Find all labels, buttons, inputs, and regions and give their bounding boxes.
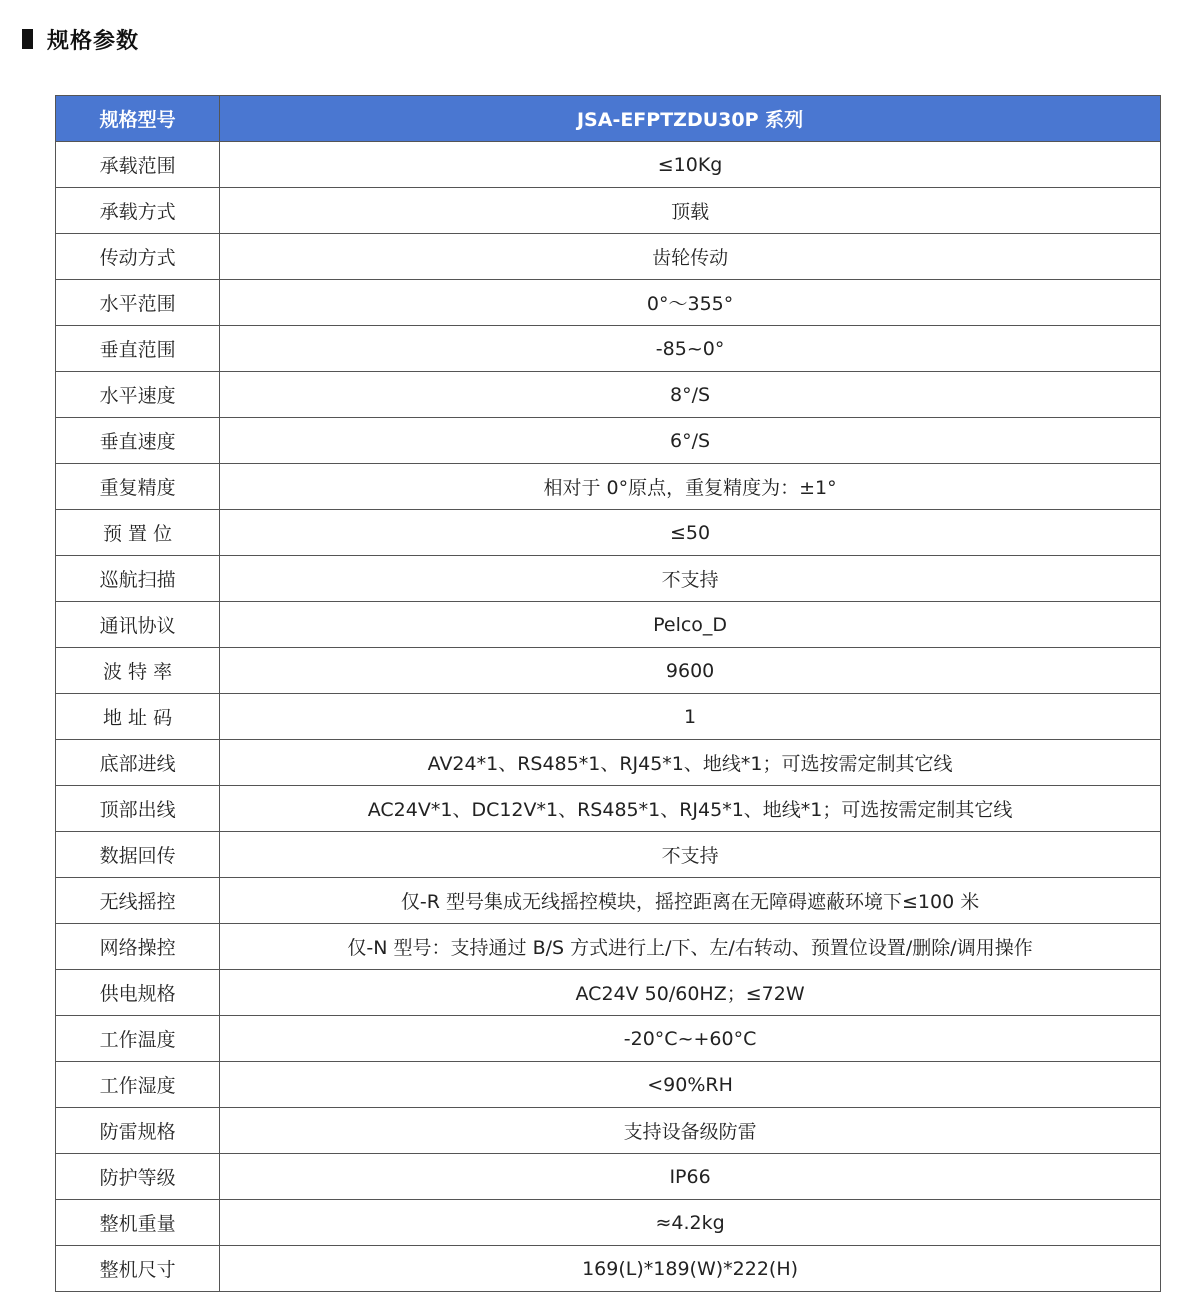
row-label: 巡航扫描 (56, 556, 220, 602)
table-row (56, 142, 1161, 188)
table-row (56, 740, 1161, 786)
row-label: 传动方式 (56, 234, 220, 280)
table-row (56, 556, 1161, 602)
row-label: 水平范围 (56, 280, 220, 326)
row-value: 169(L)*189(W)*222(H) (220, 1246, 1161, 1292)
row-value: ≈4.2kg (220, 1200, 1161, 1246)
table-row (56, 510, 1161, 556)
table-row (56, 648, 1161, 694)
row-label: 整机尺寸 (56, 1246, 220, 1292)
table-row (56, 694, 1161, 740)
row-label: 网络操控 (56, 924, 220, 970)
table-row (56, 924, 1161, 970)
row-label: 垂直范围 (56, 326, 220, 372)
table-row (56, 188, 1161, 234)
row-value: 不支持 (220, 556, 1161, 602)
row-label: 数据回传 (56, 832, 220, 878)
row-label: 防雷规格 (56, 1108, 220, 1154)
row-value: 仅-R 型号集成无线摇控模块，摇控距离在无障碍遮蔽环境下≤100 米 (220, 878, 1161, 924)
row-label: 承载范围 (56, 142, 220, 188)
section-header (22, 22, 139, 56)
row-value: Pelco_D (220, 602, 1161, 648)
header-value: JSA-EFPTZDU30P 系列 (220, 96, 1161, 142)
row-label: 通讯协议 (56, 602, 220, 648)
table-row (56, 372, 1161, 418)
row-label: 工作湿度 (56, 1062, 220, 1108)
row-label: 波 特 率 (56, 648, 220, 694)
row-value: ≤10Kg (220, 142, 1161, 188)
row-label: 重复精度 (56, 464, 220, 510)
row-value: ≤50 (220, 510, 1161, 556)
table-row (56, 234, 1161, 280)
row-value: -20°C~+60°C (220, 1016, 1161, 1062)
table-row (56, 1016, 1161, 1062)
row-label: 供电规格 (56, 970, 220, 1016)
row-value: 8°/S (220, 372, 1161, 418)
table-row (56, 786, 1161, 832)
row-value: 1 (220, 694, 1161, 740)
table-row (56, 602, 1161, 648)
table-row (56, 832, 1161, 878)
table-row (56, 418, 1161, 464)
row-label: 预 置 位 (56, 510, 220, 556)
row-value: 相对于 0°原点，重复精度为：±1° (220, 464, 1161, 510)
row-value: 0°～355° (220, 280, 1161, 326)
row-value: 仅-N 型号：支持通过 B/S 方式进行上/下、左/右转动、预置位设置/删除/调用操作 (220, 924, 1161, 970)
table-row (56, 1246, 1161, 1292)
row-label: 垂直速度 (56, 418, 220, 464)
row-label: 水平速度 (56, 372, 220, 418)
row-value: 不支持 (220, 832, 1161, 878)
row-value: 顶载 (220, 188, 1161, 234)
row-value: AC24V 50/60HZ；≤72W (220, 970, 1161, 1016)
table-row (56, 280, 1161, 326)
section-title: 规格参数 (47, 28, 140, 54)
row-value: 6°/S (220, 418, 1161, 464)
table-row (56, 1062, 1161, 1108)
row-label: 防护等级 (56, 1154, 220, 1200)
row-label: 底部进线 (56, 740, 220, 786)
table-row (56, 1200, 1161, 1246)
table-row (56, 1154, 1161, 1200)
table-header-row (56, 96, 1161, 142)
row-value: AV24*1、RS485*1、RJ45*1、地线*1；可选按需定制其它线 (220, 740, 1161, 786)
row-value: 9600 (220, 648, 1161, 694)
row-value: 支持设备级防雷 (220, 1108, 1161, 1154)
row-value: -85~0° (220, 326, 1161, 372)
row-label: 顶部出线 (56, 786, 220, 832)
table-row (56, 878, 1161, 924)
header-label: 规格型号 (56, 96, 220, 142)
row-label: 工作温度 (56, 1016, 220, 1062)
spec-table (55, 95, 1161, 1292)
row-label: 承载方式 (56, 188, 220, 234)
table-row (56, 1108, 1161, 1154)
row-label: 整机重量 (56, 1200, 220, 1246)
row-label: 无线摇控 (56, 878, 220, 924)
row-label: 地 址 码 (56, 694, 220, 740)
table-row (56, 326, 1161, 372)
table-row (56, 970, 1161, 1016)
row-value: <90%RH (220, 1062, 1161, 1108)
section-marker (22, 29, 33, 49)
row-value: IP66 (220, 1154, 1161, 1200)
row-value: AC24V*1、DC12V*1、RS485*1、RJ45*1、地线*1；可选按需定制其它线 (220, 786, 1161, 832)
table-row (56, 464, 1161, 510)
row-value: 齿轮传动 (220, 234, 1161, 280)
